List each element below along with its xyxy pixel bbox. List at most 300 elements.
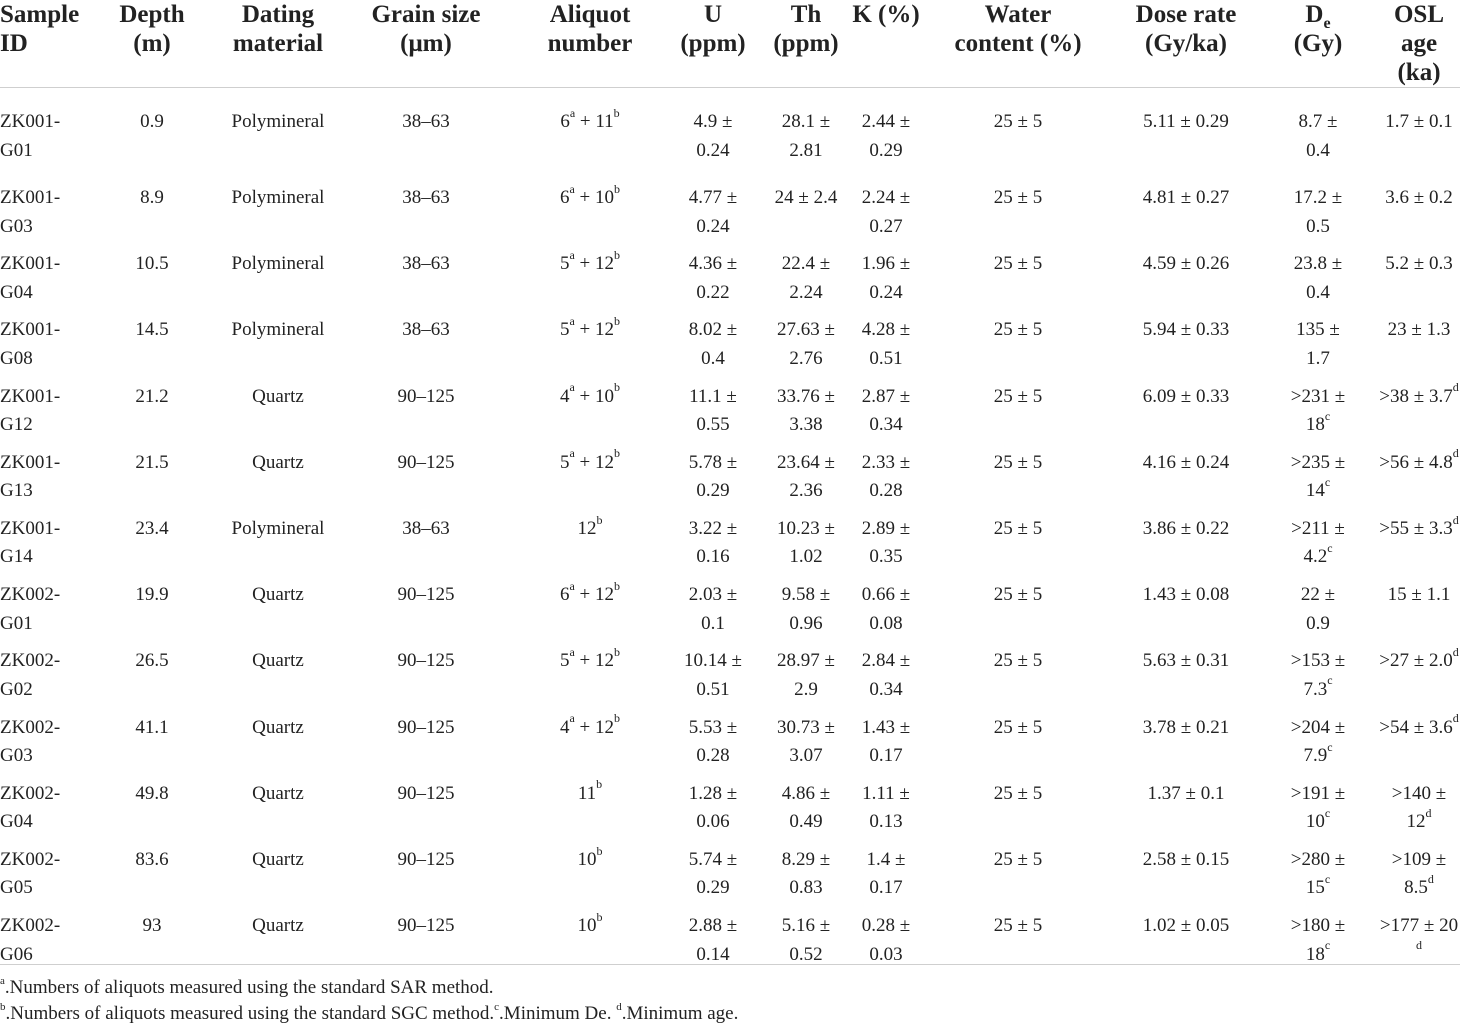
- cell-dating-material: Polymineral: [231, 253, 325, 275]
- cell-grain-size: 38–63: [402, 319, 450, 341]
- cell-grain-size: 90–125: [397, 848, 455, 870]
- cell-dating-material: Quartz: [252, 848, 304, 870]
- cell-dose-rate: 5.63 ± 0.31: [1142, 650, 1230, 672]
- cell-th-line2: 2.36: [789, 480, 823, 502]
- cell-th-line2: 0.52: [789, 943, 823, 965]
- cell-osl-age: [1378, 581, 1460, 647]
- osl-age-value: >27 ± 2.0: [1379, 650, 1453, 672]
- header-sample-id: Sample ID: [0, 0, 84, 88]
- cell-k: [850, 184, 922, 250]
- cell-grain-size: 38–63: [402, 187, 450, 208]
- cell-aliquot-number: [516, 909, 664, 978]
- header-osl-age: OSL age (ka): [1378, 0, 1460, 88]
- cell-sample-id: [0, 316, 84, 382]
- cell-u-line1: 8.02 ±: [688, 319, 738, 341]
- sample-id-line1: ZK001-: [0, 451, 61, 473]
- cell-k-line1: 2.89 ±: [861, 517, 911, 539]
- cell-depth: 23.4: [135, 517, 169, 539]
- cell-de: [1258, 780, 1378, 846]
- cell-k-line1: 1.43 ±: [861, 716, 911, 738]
- aliquot-method-mark: b: [614, 711, 621, 726]
- header-row: [0, 0, 1460, 88]
- cell-de: [1258, 88, 1378, 185]
- age-minimum-mark: d: [1452, 644, 1459, 659]
- aliquot-count: 5: [559, 650, 570, 672]
- cell-u-line2: 0.28: [696, 745, 730, 766]
- aliquot-count: 4: [559, 385, 570, 407]
- sample-id-line2: G03: [0, 745, 33, 766]
- cell-water-content: 25 ± 5: [993, 253, 1043, 275]
- de-line1: 23.8 ±: [1293, 253, 1343, 275]
- cell-dating-material: Quartz: [252, 650, 304, 672]
- osl-age-value: >140 ± 12: [1391, 782, 1447, 833]
- cell-aliquot-number: [516, 316, 664, 382]
- aliquot-method-mark: b: [596, 843, 603, 858]
- cell-water-content: 25 ± 5: [993, 319, 1043, 341]
- de-line1: 22 ±: [1300, 584, 1336, 606]
- sample-id-line2: G05: [0, 877, 33, 899]
- aliquot-count: + 12: [574, 716, 615, 738]
- sample-id-line2: G12: [0, 414, 33, 436]
- sample-id-line1: ZK001-: [0, 385, 61, 407]
- cell-k-line2: 0.51: [869, 347, 903, 369]
- sample-id-line1: ZK002-: [0, 848, 61, 870]
- table-row: [0, 912, 1460, 978]
- cell-de: [1258, 912, 1378, 978]
- aliquot-method-mark: a: [569, 247, 575, 262]
- cell-sample-id: [0, 912, 84, 978]
- cell-dose-rate: 4.59 ± 0.26: [1142, 253, 1230, 275]
- table-body: [0, 88, 1460, 979]
- cell-aliquot-number: [516, 843, 664, 912]
- aliquot-method-mark: b: [614, 380, 621, 395]
- cell-de: [1258, 316, 1378, 382]
- cell-grain-size: 38–63: [402, 517, 450, 539]
- age-minimum-mark: d: [1452, 446, 1459, 461]
- cell-dose-rate: 5.11 ± 0.29: [1143, 111, 1229, 132]
- cell-k: [850, 846, 922, 912]
- table-row: [0, 88, 1460, 185]
- cell-u-line2: 0.55: [696, 414, 730, 436]
- cell-grain-size: 90–125: [397, 782, 455, 804]
- sample-id-line1: ZK001-: [0, 319, 61, 341]
- cell-k-line1: 2.84 ±: [861, 650, 911, 672]
- cell-th-line1: 23.64 ±: [777, 451, 835, 473]
- aliquot-count: 6: [559, 584, 570, 606]
- cell-aliquot-number: [516, 247, 664, 316]
- cell-grain-size: 90–125: [397, 584, 455, 606]
- cell-th-line2: 3.38: [789, 414, 823, 436]
- cell-dating-material: Quartz: [252, 451, 304, 473]
- cell-th-line2: 1.02: [789, 546, 823, 568]
- cell-u: [664, 88, 762, 185]
- aliquot-count: + 12: [574, 650, 615, 672]
- cell-k-line2: 0.34: [869, 678, 903, 700]
- sample-id-line1: ZK002-: [0, 782, 61, 804]
- cell-dating-material: Polymineral: [231, 517, 325, 539]
- cell-u: [664, 515, 762, 581]
- cell-k-line2: 0.03: [869, 943, 903, 965]
- cell-dating-material: Quartz: [252, 782, 304, 804]
- cell-dating-material: Quartz: [252, 385, 304, 407]
- aliquot-method-mark: a: [569, 578, 575, 593]
- de-line2: 0.4: [1306, 281, 1330, 303]
- osl-age-value: >38 ± 3.7: [1379, 385, 1453, 407]
- age-minimum-mark: d: [1425, 805, 1432, 820]
- cell-water-content: 25 ± 5: [993, 187, 1043, 208]
- cell-k-line1: 1.11 ±: [862, 782, 910, 804]
- sample-id-line1: ZK001-: [0, 187, 61, 208]
- cell-sample-id: [0, 184, 84, 250]
- aliquot-count: 6: [559, 187, 570, 208]
- cell-k: [850, 383, 922, 449]
- sample-id-line1: ZK001-: [0, 111, 61, 132]
- cell-osl-age: [1378, 512, 1460, 581]
- cell-aliquot-number: [516, 644, 664, 713]
- sample-id-line2: G08: [0, 347, 33, 369]
- cell-osl-age: [1378, 250, 1460, 316]
- osl-age-value: 3.6 ± 0.2: [1385, 187, 1453, 208]
- cell-u: [664, 647, 762, 713]
- cell-th-line2: 0.49: [789, 811, 823, 833]
- cell-u: [664, 184, 762, 250]
- cell-th: [762, 846, 850, 912]
- cell-sample-id: [0, 714, 84, 780]
- cell-water-content: 25 ± 5: [993, 915, 1043, 937]
- cell-aliquot-number: [516, 446, 664, 515]
- aliquot-method-mark: b: [614, 644, 621, 659]
- aliquot-method-mark: b: [614, 578, 621, 593]
- cell-u-line1: 5.53 ±: [688, 716, 738, 738]
- aliquot-method-mark: b: [596, 777, 603, 792]
- table-row: [0, 449, 1460, 515]
- cell-de: [1258, 515, 1378, 581]
- de-minimum-mark: c: [1324, 805, 1331, 820]
- aliquot-count: + 12: [574, 319, 615, 341]
- cell-th: [762, 647, 850, 713]
- header-aliquot-number: Aliquot number: [516, 0, 664, 88]
- cell-dose-rate: 1.02 ± 0.05: [1142, 915, 1230, 937]
- cell-dose-rate: 4.81 ± 0.27: [1142, 187, 1230, 208]
- cell-dose-rate: 1.43 ± 0.08: [1142, 584, 1230, 606]
- cell-u-line2: 0.22: [696, 281, 730, 303]
- de-line1: 17.2 ±: [1293, 187, 1343, 208]
- de-minimum-mark: c: [1327, 541, 1333, 556]
- de-line1: >211 ±: [1291, 517, 1345, 539]
- cell-dose-rate: 6.09 ± 0.33: [1142, 385, 1230, 407]
- table-row: [0, 515, 1460, 581]
- cell-grain-size: 90–125: [397, 650, 455, 672]
- cell-sample-id: [0, 383, 84, 449]
- cell-water-content: 25 ± 5: [993, 848, 1043, 870]
- cell-k: [850, 780, 922, 846]
- cell-u-line2: 0.24: [696, 139, 730, 161]
- cell-u: [664, 846, 762, 912]
- cell-sample-id: [0, 449, 84, 515]
- table-row: [0, 581, 1460, 647]
- aliquot-method-mark: a: [569, 446, 575, 461]
- table-row: [0, 846, 1460, 912]
- cell-th-line1: 24 ± 2.4: [774, 187, 838, 208]
- cell-th-line1: 28.97 ±: [777, 650, 835, 672]
- de-minimum-mark: c: [1324, 872, 1331, 887]
- de-line1: >204 ±: [1290, 716, 1346, 738]
- cell-k-line2: 0.28: [869, 480, 903, 502]
- cell-u-line2: 0.4: [701, 347, 725, 369]
- cell-k-line2: 0.08: [869, 612, 903, 634]
- cell-de: [1258, 581, 1378, 647]
- cell-water-content: 25 ± 5: [993, 517, 1043, 539]
- cell-de: [1258, 846, 1378, 912]
- cell-osl-age: [1378, 88, 1460, 185]
- aliquot-method-mark: b: [613, 105, 620, 120]
- header-water-content: Water content (%): [922, 0, 1114, 88]
- sample-id-line1: ZK001-: [0, 517, 61, 539]
- cell-osl-age: [1378, 184, 1460, 250]
- de-line2: 0.4: [1306, 139, 1330, 161]
- aliquot-method-mark: a: [569, 181, 575, 196]
- cell-dose-rate: 1.37 ± 0.1: [1147, 782, 1225, 804]
- footnote-a: $^a$.Numbers of aliquots measured using the standard SAR method.: [0, 974, 494, 998]
- table-bottom-rule: [0, 964, 1460, 965]
- cell-th-line2: 2.76: [789, 347, 823, 369]
- aliquot-method-mark: a: [569, 380, 575, 395]
- cell-osl-age: [1378, 846, 1460, 912]
- de-line1: >153 ±: [1290, 650, 1346, 672]
- sample-id-line2: G04: [0, 811, 33, 833]
- cell-depth: 83.6: [135, 848, 169, 870]
- cell-th-line1: 30.73 ±: [777, 716, 835, 738]
- cell-th-line1: 10.23 ±: [777, 517, 835, 539]
- cell-k-line1: 1.96 ±: [861, 253, 911, 275]
- cell-th: [762, 515, 850, 581]
- aliquot-count: 6: [560, 111, 570, 132]
- footnote-b-c-d: $^b$.Numbers of aliquots measured using the standard SGC method.$^c$.Minimum De. $^d$.Minimum age.: [0, 1000, 739, 1024]
- cell-u-line1: 5.74 ±: [688, 848, 738, 870]
- cell-depth: 19.9: [135, 584, 169, 606]
- cell-u-line1: 3.22 ±: [688, 517, 738, 539]
- cell-k: [850, 515, 922, 581]
- sample-id-line1: ZK002-: [0, 915, 61, 937]
- aliquot-count: 5: [559, 253, 570, 275]
- de-line2: 18: [1305, 414, 1325, 436]
- sample-id-line1: ZK002-: [0, 584, 61, 606]
- cell-dose-rate: 3.78 ± 0.21: [1142, 716, 1230, 738]
- cell-th: [762, 184, 850, 250]
- cell-u: [664, 383, 762, 449]
- cell-water-content: 25 ± 5: [993, 716, 1043, 738]
- osl-age-value: >54 ± 3.6: [1379, 716, 1453, 738]
- cell-k: [850, 912, 922, 978]
- cell-osl-age: [1378, 446, 1460, 515]
- cell-aliquot-number: [516, 578, 664, 647]
- de-line1: >231 ±: [1290, 385, 1346, 407]
- cell-grain-size: 90–125: [397, 451, 455, 473]
- cell-th-line1: 4.86 ±: [781, 782, 831, 804]
- aliquot-count: 12: [577, 517, 597, 539]
- cell-u-line2: 0.51: [696, 678, 730, 700]
- de-line1: 8.7 ±: [1298, 111, 1338, 132]
- de-line1: 135 ±: [1296, 319, 1340, 341]
- aliquot-method-mark: a: [569, 314, 575, 329]
- cell-u-line2: 0.16: [696, 546, 730, 568]
- cell-th-line1: 27.63 ±: [777, 319, 835, 341]
- cell-th-line2: 3.07: [789, 745, 823, 766]
- sample-id-line2: G06: [0, 943, 33, 965]
- cell-u: [664, 581, 762, 647]
- cell-depth: 93: [142, 915, 162, 937]
- de-line1: >235 ±: [1290, 451, 1346, 473]
- cell-k-line1: 0.28 ±: [861, 915, 911, 937]
- de-minimum-mark: c: [1324, 938, 1331, 953]
- cell-aliquot-number: [516, 512, 664, 581]
- cell-u-line1: 5.78 ±: [688, 451, 738, 473]
- cell-th-line1: 33.76 ±: [777, 385, 835, 407]
- cell-aliquot-number: [516, 181, 664, 250]
- de-minimum-mark: c: [1327, 739, 1333, 754]
- cell-sample-id: [0, 581, 84, 647]
- cell-k-line2: 0.27: [869, 215, 903, 237]
- cell-k-line2: 0.34: [869, 414, 903, 436]
- cell-water-content: 25 ± 5: [993, 584, 1043, 606]
- cell-th: [762, 912, 850, 978]
- cell-osl-age: [1378, 780, 1460, 846]
- cell-aliquot-number: [516, 777, 664, 846]
- cell-dating-material: Quartz: [252, 584, 304, 606]
- cell-depth: 49.8: [135, 782, 169, 804]
- cell-u-line1: 10.14 ±: [684, 650, 742, 672]
- aliquot-count: 11: [577, 782, 597, 804]
- cell-k: [850, 581, 922, 647]
- cell-aliquot-number: [516, 380, 664, 449]
- aliquot-count: + 12: [574, 451, 615, 473]
- cell-dating-material: Polymineral: [231, 111, 325, 132]
- cell-grain-size: 38–63: [402, 111, 450, 132]
- age-minimum-mark: d: [1416, 938, 1422, 953]
- cell-osl-age: [1378, 912, 1460, 978]
- cell-th-line2: 2.9: [794, 678, 818, 700]
- header-grain-size: Grain size (μm): [336, 0, 516, 88]
- age-minimum-mark: d: [1452, 512, 1459, 527]
- cell-grain-size: 90–125: [397, 716, 455, 738]
- cell-th: [762, 88, 850, 185]
- cell-th: [762, 581, 850, 647]
- de-line2: 0.9: [1306, 612, 1330, 634]
- cell-dating-material: Polymineral: [231, 319, 325, 341]
- de-line2: 15: [1305, 877, 1325, 899]
- cell-k-line2: 0.13: [869, 811, 903, 833]
- cell-k: [850, 88, 922, 185]
- sample-id-line2: G13: [0, 480, 33, 502]
- cell-dating-material: Quartz: [252, 716, 304, 738]
- cell-u: [664, 780, 762, 846]
- cell-th-line1: 22.4 ±: [781, 253, 831, 275]
- cell-sample-id: [0, 647, 84, 713]
- de-line2: 14: [1305, 480, 1325, 502]
- osl-age-value: >109 ± 8.5: [1391, 848, 1447, 899]
- table-row: [0, 780, 1460, 846]
- cell-grain-size: 90–125: [397, 915, 455, 937]
- aliquot-method-mark: b: [614, 181, 621, 196]
- cell-th: [762, 383, 850, 449]
- cell-de: [1258, 250, 1378, 316]
- cell-u-line2: 0.29: [696, 877, 730, 899]
- cell-k-line1: 1.4 ±: [866, 848, 906, 870]
- aliquot-method-mark: b: [614, 314, 621, 329]
- aliquot-method-mark: b: [596, 512, 603, 527]
- cell-k-line2: 0.17: [869, 877, 903, 899]
- de-line1: >191 ±: [1290, 782, 1346, 804]
- cell-th: [762, 714, 850, 780]
- cell-u-line2: 0.1: [701, 612, 725, 634]
- cell-aliquot-number: [516, 88, 664, 185]
- de-line2: 10: [1305, 811, 1325, 833]
- aliquot-count: + 12: [574, 584, 615, 606]
- osl-age-value: 23 ± 1.3: [1387, 319, 1451, 341]
- cell-depth: 0.9: [140, 111, 164, 132]
- aliquot-count: + 12: [574, 253, 615, 275]
- cell-u-line2: 0.14: [696, 943, 730, 965]
- header-dating-material: Dating material: [220, 0, 336, 88]
- de-minimum-mark: c: [1327, 673, 1333, 688]
- aliquot-method-mark: a: [569, 105, 576, 120]
- de-line2: 1.7: [1306, 347, 1330, 369]
- cell-de: [1258, 714, 1378, 780]
- cell-osl-age: [1378, 316, 1460, 382]
- cell-sample-id: [0, 846, 84, 912]
- cell-depth: 10.5: [135, 253, 169, 275]
- de-line2: 4.2: [1303, 546, 1328, 568]
- aliquot-count: 10: [577, 915, 597, 937]
- cell-k-line1: 2.24 ±: [861, 187, 911, 208]
- cell-depth: 8.9: [140, 187, 164, 208]
- sample-id-line2: G04: [0, 281, 33, 303]
- aliquot-method-mark: b: [614, 446, 621, 461]
- cell-th-line2: 2.81: [789, 139, 823, 161]
- cell-k-line1: 4.28 ±: [861, 319, 911, 341]
- cell-aliquot-number: [516, 711, 664, 780]
- osl-age-value: 1.7 ± 0.1: [1385, 111, 1453, 132]
- age-minimum-mark: d: [1452, 380, 1459, 395]
- aliquot-method-mark: a: [569, 711, 575, 726]
- cell-k: [850, 714, 922, 780]
- header-th: Th (ppm): [762, 0, 850, 88]
- cell-th-line1: 5.16 ±: [781, 915, 831, 937]
- cell-k-line2: 0.24: [869, 281, 903, 303]
- cell-de: [1258, 449, 1378, 515]
- cell-dating-material: Quartz: [252, 915, 304, 937]
- osl-age-value: 5.2 ± 0.3: [1385, 253, 1453, 275]
- cell-k: [850, 316, 922, 382]
- osl-age-value: >55 ± 3.3: [1379, 517, 1453, 539]
- osl-age-value: 15 ± 1.1: [1387, 584, 1451, 606]
- de-line2: 18: [1305, 943, 1325, 965]
- cell-water-content: 25 ± 5: [993, 782, 1043, 804]
- aliquot-count: + 10: [574, 385, 615, 407]
- cell-osl-age: [1378, 711, 1460, 780]
- cell-u: [664, 449, 762, 515]
- cell-de: [1258, 647, 1378, 713]
- header-depth: Depth (m): [84, 0, 220, 88]
- cell-depth: 14.5: [135, 319, 169, 341]
- header-k: K (%): [850, 0, 922, 88]
- age-minimum-mark: d: [1427, 872, 1434, 887]
- cell-k-line2: 0.35: [869, 546, 903, 568]
- cell-dose-rate: 3.86 ± 0.22: [1142, 517, 1230, 539]
- cell-grain-size: 90–125: [397, 385, 455, 407]
- cell-u-line1: 4.9 ±: [693, 111, 733, 132]
- cell-k-line1: 2.44 ±: [861, 111, 911, 132]
